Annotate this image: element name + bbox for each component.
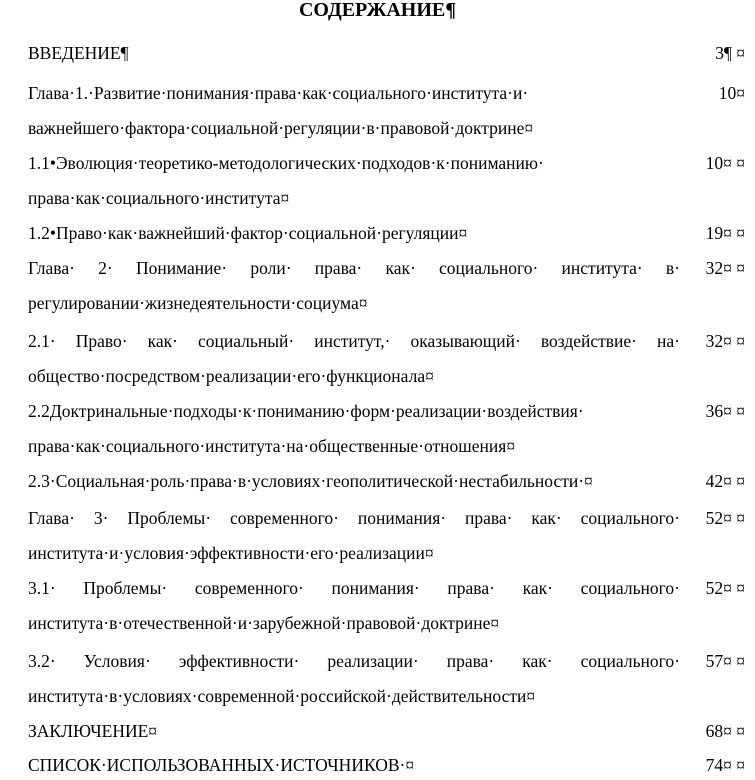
toc-entry-text: Глава· 2· Понимание· роли· права· как· социального· института· в·: [28, 258, 680, 278]
toc-entry-text: ВВЕДЕНИЕ¶: [28, 43, 129, 63]
toc-page-number: 36¤ ¤: [705, 401, 745, 421]
toc-page-number: 52¤ ¤: [705, 578, 745, 598]
toc-entry-text: института·и·условия·эффективности·его·реализации¤: [28, 543, 434, 563]
toc-page-number: 32¤ ¤: [705, 331, 745, 351]
toc-page-number: 68¤ ¤: [705, 721, 745, 741]
toc-entry-text: права·как·социального·института·на·общественные·отношения¤: [28, 436, 516, 456]
toc-entry-text: ЗАКЛЮЧЕНИЕ¤: [28, 721, 158, 741]
toc-entry-text: института·в·условиях·современной·российской·действительности¤: [28, 686, 536, 706]
toc-page-number: 10¤: [718, 83, 745, 103]
toc-entry-text: института·в·отечественной·и·зарубежной·правовой·доктрине¤: [28, 613, 500, 633]
toc-entry-text: права·как·социального·института¤: [28, 188, 290, 208]
toc-entry-text: Глава·1.·Развитие·понимания·права·как·социального·института·и·: [28, 83, 529, 103]
toc-entry-text: 2.2Доктринальные·подходы·к·пониманию·форм·реализации·воздействия·: [28, 401, 584, 421]
toc-entry-text: регулировании·жизнедеятельности·социума¤: [28, 293, 368, 313]
toc-entry-text: 3.2· Условия· эффективности· реализации· права· как· социального·: [28, 651, 680, 671]
toc-entry-text: СПИСОК·ИСПОЛЬЗОВАННЫХ·ИСТОЧНИКОВ·¤: [28, 755, 415, 775]
toc-page-number: 19¤ ¤: [705, 223, 745, 243]
toc-entry-text: Глава· 3· Проблемы· современного· понимания· права· как· социального·: [28, 508, 680, 528]
toc-page-number: 3¶ ¤: [715, 43, 745, 63]
page-title: СОДЕРЖАНИЕ¶: [298, 0, 457, 21]
toc-page-number: 57¤ ¤: [705, 651, 745, 671]
toc-entry-text: 2.1· Право· как· социальный· институт,· оказывающий· воздействие· на·: [28, 331, 680, 351]
toc-entry-text: 1.2•Право·как·важнейший·фактор·социальной·регуляции¤: [28, 223, 468, 243]
toc-entry-text: 1.1•Эволюция·теоретико-методологических·подходов·к·пониманию·: [28, 153, 544, 173]
toc-page-number: 42¤ ¤: [705, 471, 745, 491]
toc-page-number: 52¤ ¤: [705, 508, 745, 528]
toc-entry-text: 3.1· Проблемы· современного· понимания· права· как· социального·: [28, 578, 680, 598]
toc-page-number: 74¤ ¤: [705, 755, 745, 775]
toc-entry-text: общество·посредством·реализации·его·функционала¤: [28, 366, 434, 386]
toc-page-number: 10¤ ¤: [705, 153, 745, 173]
toc-entry-text: 2.3·Социальная·роль·права·в·условиях·геополитической·нестабильности·¤: [28, 471, 593, 491]
toc-page-number: 32¤ ¤: [705, 258, 745, 278]
toc-entry-text: важнейшего·фактора·социальной·регуляции·в·правовой·доктрине¤: [28, 118, 534, 138]
